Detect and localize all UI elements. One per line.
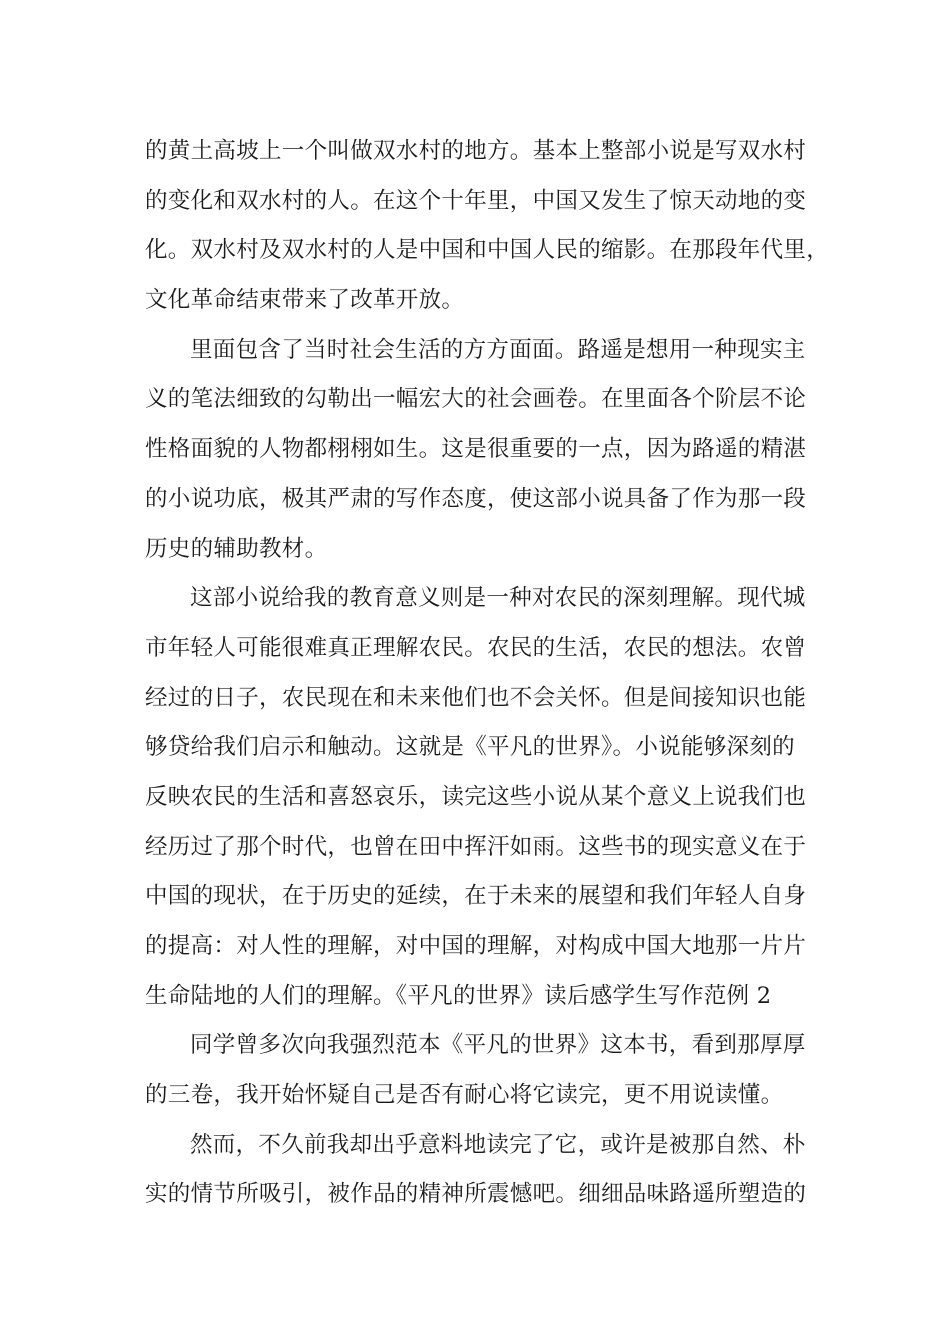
text-line: 的三卷，我开始怀疑自己是否有耐心将它读完，更不用说读懂。	[145, 1082, 784, 1109]
text-line: 然而，不久前我却出乎意料地读完了它，或许是被那自然、朴	[190, 1131, 806, 1158]
text-line: 的提高：对人性的理解，对中国的理解，对构成中国大地那一片片	[145, 933, 807, 959]
text-line: 中国的现状，在于历史的延续，在于未来的展望和我们年轻人自身	[145, 883, 807, 910]
text-line: 这部小说给我的教育意义则是一种对农民的深刻理解。现代城	[190, 585, 806, 612]
text-line: 同学曾多次向我强烈范本《平凡的世界》这本书，看到那厚厚	[190, 1032, 806, 1059]
body-text	[145, 127, 830, 1220]
text-line: 市年轻人可能很难真正理解农民。农民的生活，农民的想法。农曾	[145, 634, 807, 661]
text-line: 文化革命结束带来了改革开放。	[145, 287, 465, 314]
text-line: 的变化和双水村的人。在这个十年里，中国又发生了惊天动地的变	[145, 187, 807, 214]
text-line: 义的笔法细致的勾勒出一幅宏大的社会画卷。在里面各个阶层不论	[145, 386, 807, 413]
text-line: 历史的辅助教材。	[145, 535, 328, 562]
text-line: 反映农民的生活和喜怒哀乐，读完这些小说从某个意义上说我们也	[145, 783, 807, 810]
text-line: 里面包含了当时社会生活的方方面面。路遥是想用一种现实主	[190, 336, 806, 363]
text-line: 性格面貌的人物都栩栩如生。这是很重要的一点，因为路遥的精湛	[145, 436, 807, 463]
text-line: 经过的日子，农民现在和未来他们也不会关怀。但是间接知识也能	[145, 684, 807, 711]
text-line: 的黄土高坡上一个叫做双水村的地方。基本上整部小说是写双水村	[145, 138, 807, 164]
text-line: 实的情节所吸引，被作品的精神所震憾吧。细细品味路遥所塑造的	[145, 1181, 807, 1208]
text-line: 生命陆地的人们的理解。《平凡的世界》读后感学生写作范例 2	[145, 982, 772, 1009]
text-line: 够贷给我们启示和触动。这就是《平凡的世界》。小说能够深刻的	[145, 734, 795, 761]
text-line: 化。双水村及双水村的人是中国和中国人民的缩影。在那段年代里，	[145, 237, 830, 264]
text-line: 的小说功底，极其严肃的写作态度，使这部小说具备了作为那一段	[145, 485, 807, 512]
text-line: 经历过了那个时代，也曾在田中挥汗如雨。这些书的现实意义在于	[145, 833, 807, 860]
